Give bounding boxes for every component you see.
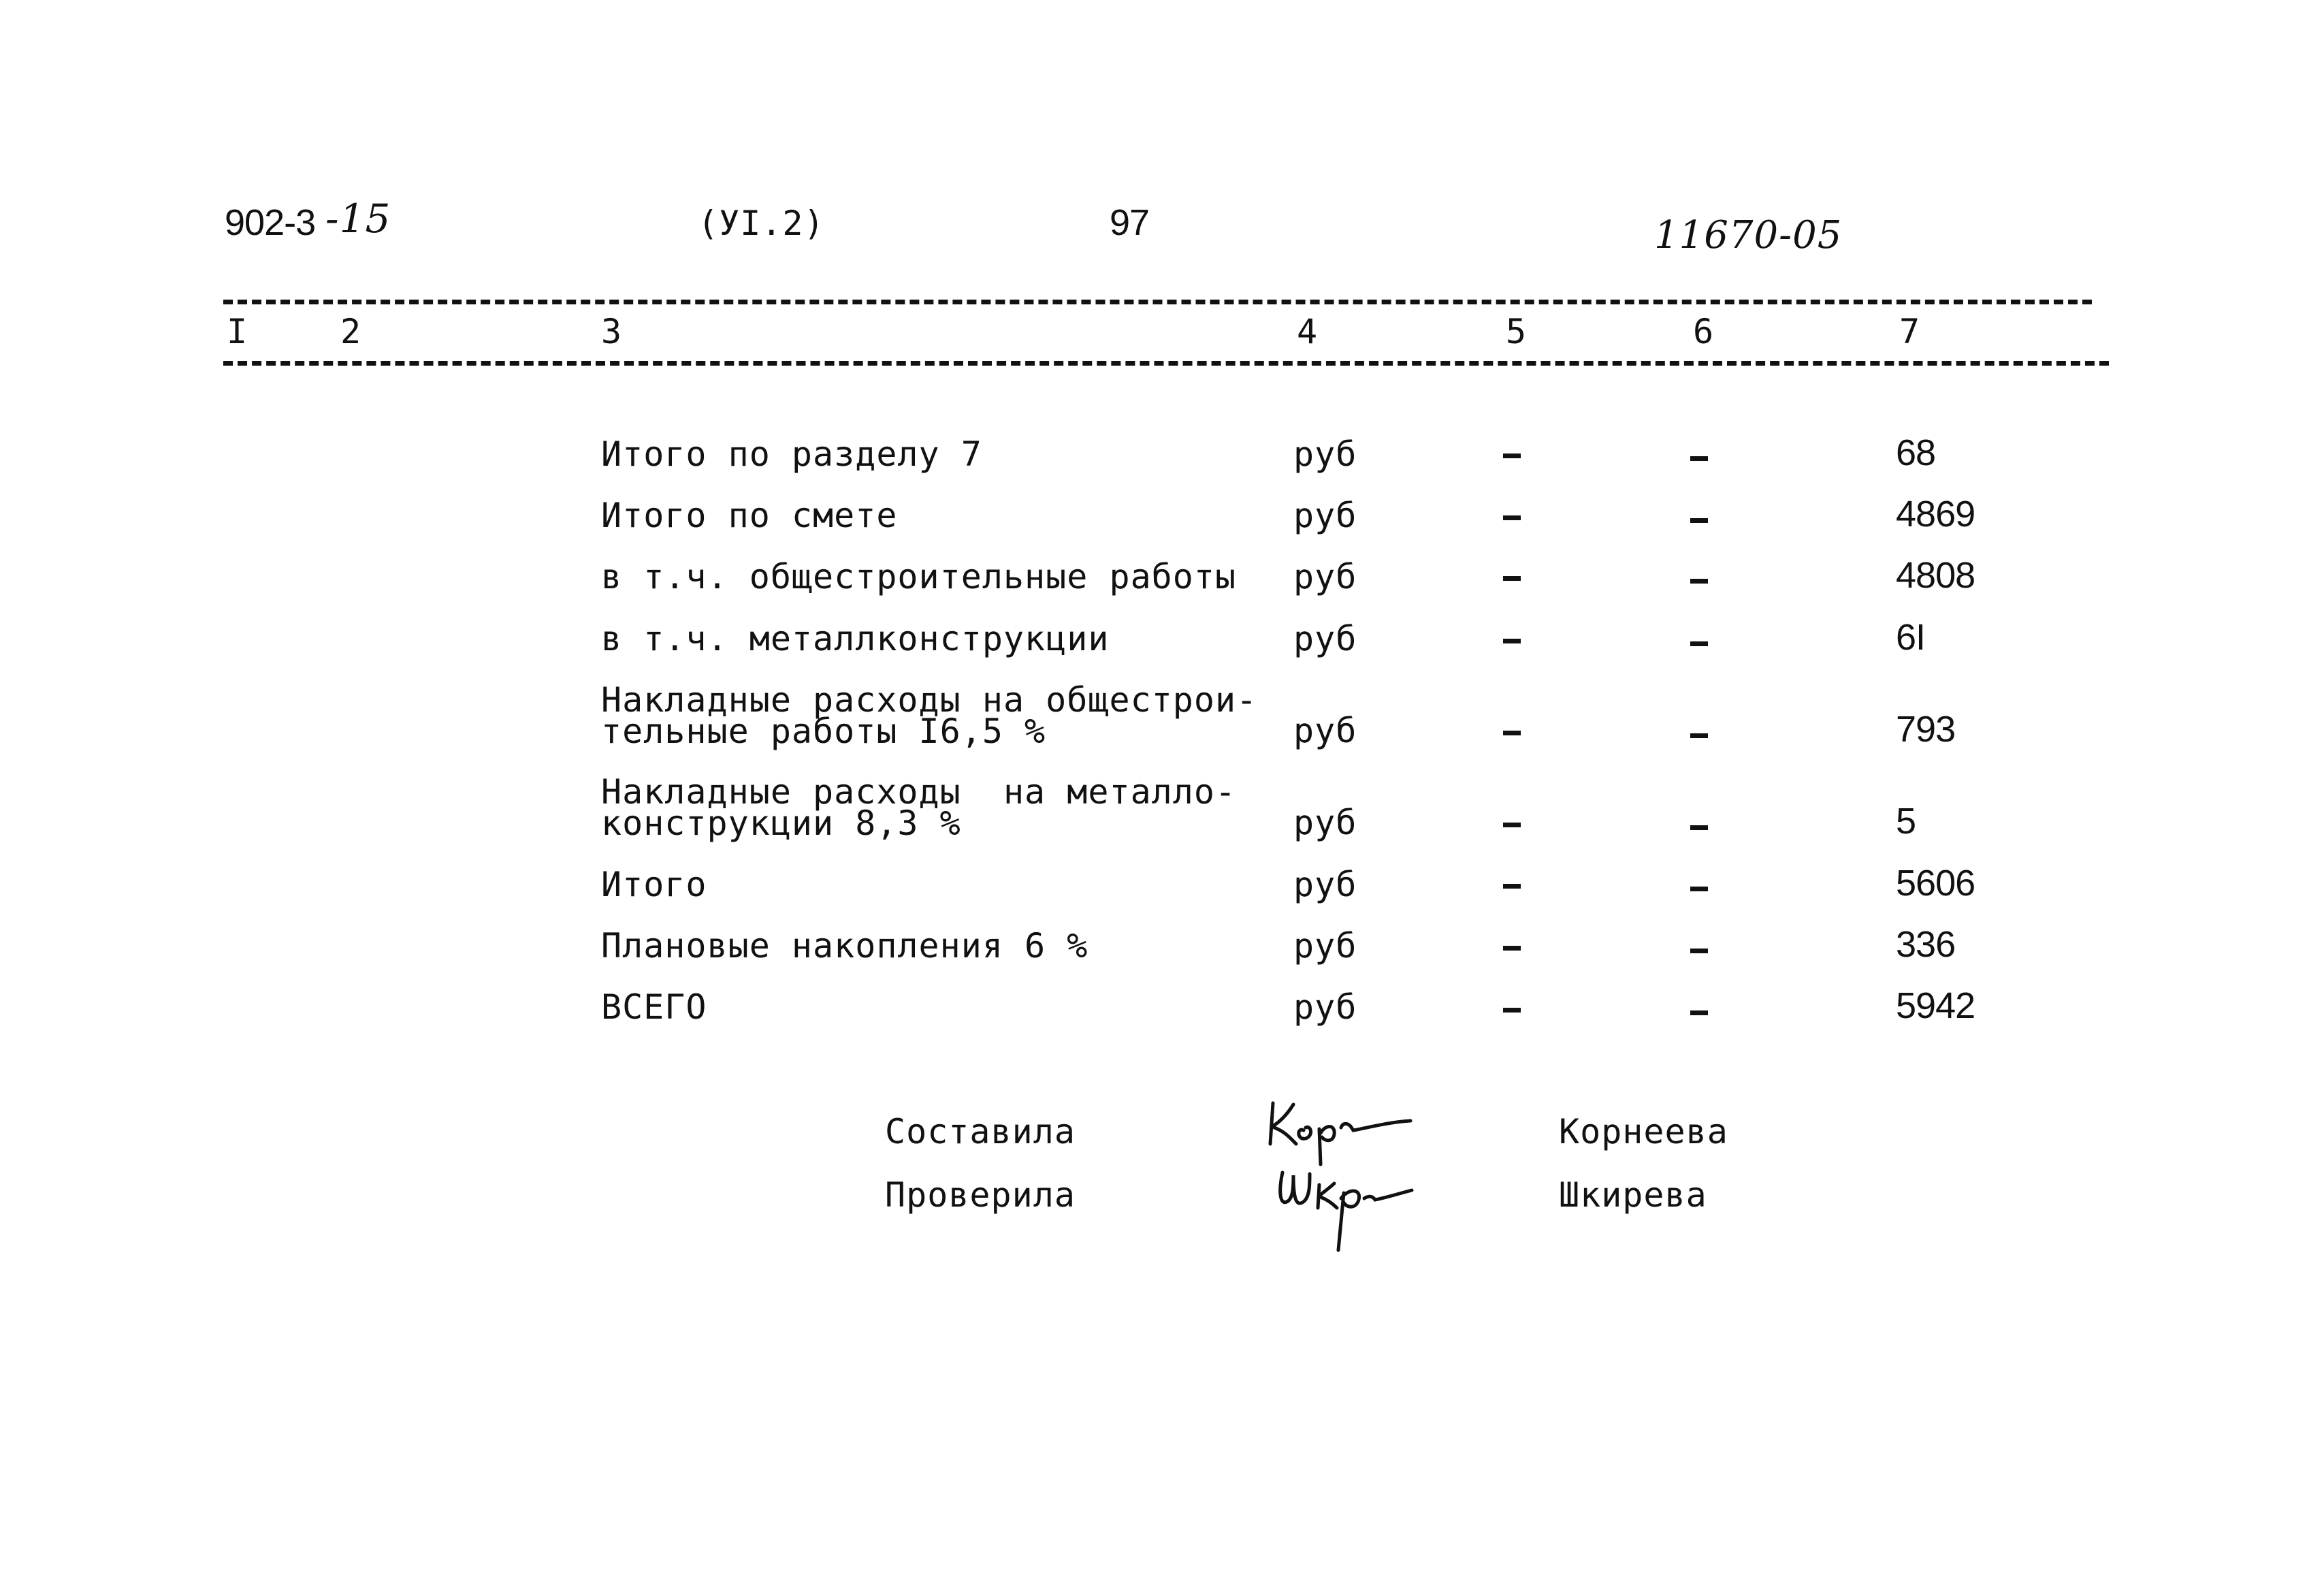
row-dash-col5: [1503, 823, 1521, 827]
row-dash-col6: [1690, 1010, 1708, 1015]
row-dash-col6: [1690, 518, 1708, 523]
row-unit: руб: [1293, 496, 1357, 535]
column-header-4: 4: [1297, 312, 1319, 351]
header-bottom-rule: [223, 361, 2109, 366]
row-value: 336: [1896, 924, 1956, 965]
column-header-2: 2: [340, 312, 362, 351]
row-label: [601, 680, 1258, 751]
row-value: 5606: [1896, 863, 1975, 904]
row-dash-col5: [1503, 946, 1521, 951]
row-label: ВСЕГО: [601, 987, 707, 1027]
row-label: Итого: [601, 865, 707, 904]
row-label: [601, 772, 1237, 843]
row-label: в т.ч. общестроительные работы: [601, 557, 1237, 596]
row-unit: руб: [1293, 926, 1357, 966]
row-label: Плановые накопления 6 %: [601, 926, 1088, 966]
row-dash-col6: [1690, 733, 1708, 738]
row-value: 5942: [1896, 985, 1975, 1026]
row-dash-col6: [1690, 949, 1708, 953]
column-header-5: 5: [1506, 312, 1528, 351]
row-value: 5: [1896, 801, 1916, 842]
doc-code: 902-3: [225, 202, 316, 243]
row-dash-col5: [1503, 453, 1521, 458]
doc-code-handwritten: -15: [325, 195, 391, 242]
row-value: 4869: [1896, 494, 1975, 535]
row-dash-col6: [1690, 825, 1708, 830]
section-number: (УI.2): [698, 204, 825, 243]
checked-label: Проверила: [885, 1175, 1076, 1215]
compiled-label: Составила: [885, 1112, 1076, 1151]
row-unit: руб: [1293, 865, 1357, 904]
row-unit: руб: [1293, 711, 1357, 750]
header-top-rule: [223, 300, 2092, 304]
row-dash-col5: [1503, 576, 1521, 581]
row-label-line1: Накладные расходы на общестрои-: [601, 680, 1258, 720]
row-dash-col6: [1690, 456, 1708, 461]
row-value: 4808: [1896, 555, 1975, 596]
column-header-7: 7: [1899, 312, 1921, 351]
compiled-signature: [1266, 1089, 1416, 1164]
column-header-1: I: [227, 312, 248, 351]
column-header-6: 6: [1693, 312, 1715, 351]
row-label: в т.ч. металлконструкции: [601, 619, 1110, 658]
row-unit: руб: [1293, 803, 1357, 842]
row-unit: руб: [1293, 434, 1357, 474]
row-dash-col5: [1503, 731, 1521, 735]
page-number: 97: [1110, 202, 1150, 243]
row-label: Итого по смете: [601, 496, 898, 535]
row-dash-col5: [1503, 639, 1521, 643]
row-dash-col6: [1690, 887, 1708, 891]
row-label-line1: Накладные расходы на металло-: [601, 772, 1237, 812]
compiled-name: Корнеева: [1559, 1112, 1728, 1151]
row-label: Итого по разделу 7: [601, 434, 982, 474]
row-label-line2: тельные работы I6,5 %: [601, 712, 1046, 751]
row-value: 793: [1896, 709, 1956, 750]
row-dash-col5: [1503, 1008, 1521, 1013]
row-dash-col6: [1690, 579, 1708, 584]
column-header-3: 3: [601, 312, 623, 351]
checked-signature: [1273, 1158, 1416, 1253]
row-dash-col5: [1503, 884, 1521, 889]
row-dash-col6: [1690, 641, 1708, 646]
row-value: 6I: [1896, 617, 1926, 658]
checked-name: Шкирева: [1559, 1175, 1707, 1215]
row-value: 68: [1896, 432, 1936, 473]
row-unit: руб: [1293, 987, 1357, 1027]
row-unit: руб: [1293, 619, 1357, 658]
row-dash-col5: [1503, 515, 1521, 520]
row-label-line2: конструкции 8,3 %: [601, 803, 961, 843]
row-unit: руб: [1293, 557, 1357, 596]
inventory-number: 11670-05: [1654, 213, 1843, 257]
